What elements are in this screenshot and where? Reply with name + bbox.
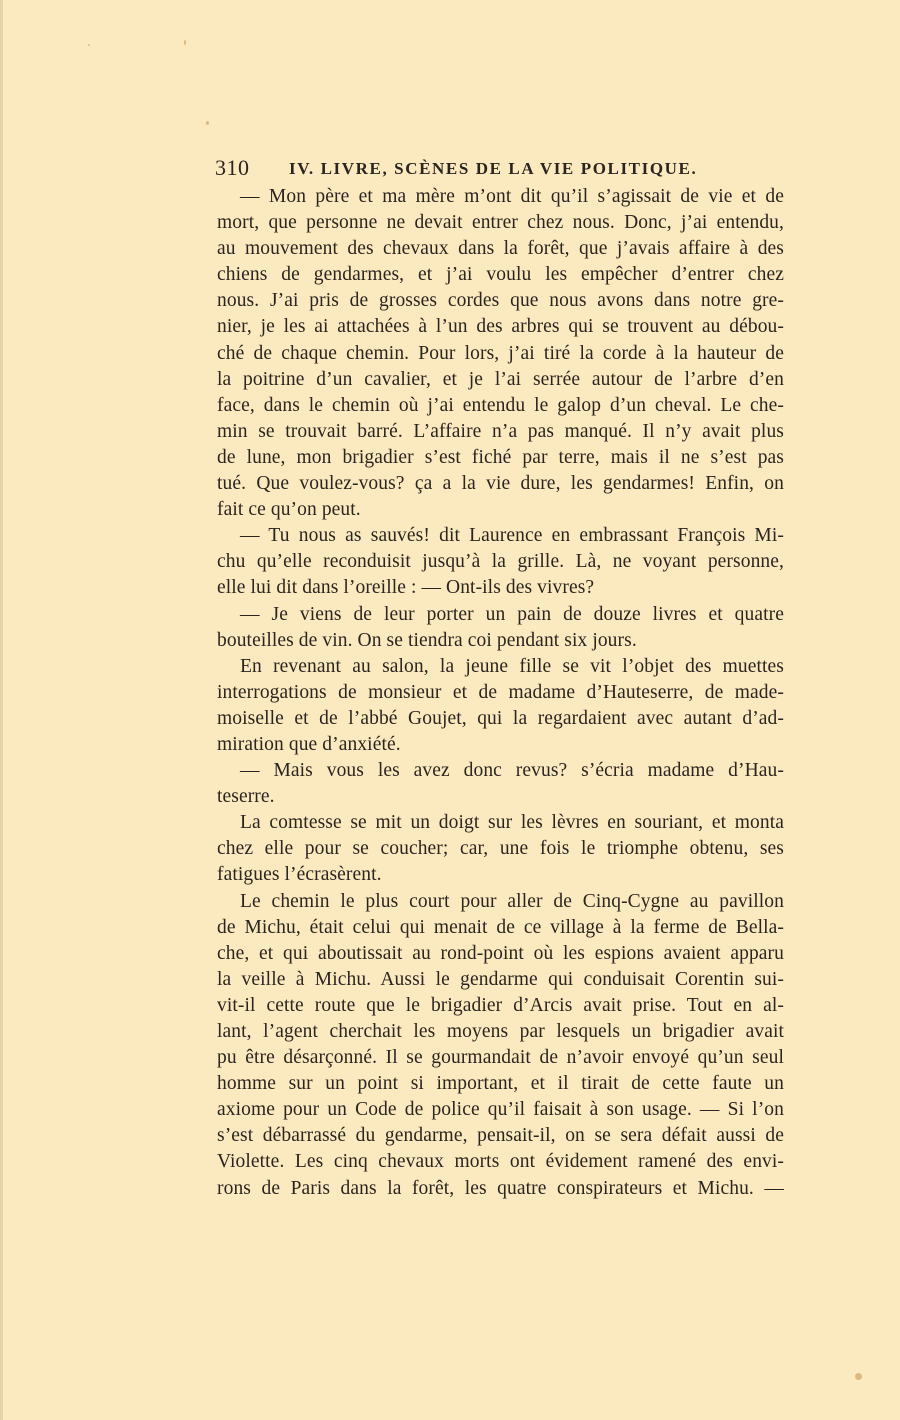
paragraph-first-line: — Tu nous as sauvés! dit Laurence en embrassant François Mi- [240, 525, 784, 547]
paragraph-first-line: — Je viens de leur porter un pain de douze livres et quatre [240, 603, 784, 625]
text-line: min se trouvait barré. L’affaire n’a pas manqué. Il n’y avait plus [217, 420, 784, 442]
text-line: chu qu’elle reconduisit jusqu’à la grille. Là, ne voyant personne, [217, 551, 784, 573]
text-line: axiome pour un Code de police qu’il faisait à son usage. — Si l’on [217, 1099, 784, 1121]
paper-speck [88, 44, 90, 46]
text-line: elle lui dit dans l’oreille : — Ont-ils des vivres? [217, 577, 595, 599]
paper-speck [184, 40, 186, 45]
text-line: Violette. Les cinq chevaux morts ont évidement ramené des envi- [217, 1151, 784, 1173]
text-line: homme sur un point si important, et il tirait de cette faute un [217, 1073, 784, 1095]
text-line: pu être désarçonné. Il se gourmandait de n’avoir envoyé qu’un seul [217, 1047, 784, 1069]
text-line: fait ce qu’on peut. [217, 499, 361, 521]
text-line: de Michu, était celui qui menait de ce village à la ferme de Bella- [217, 916, 784, 938]
text-line: mort, que personne ne devait entrer chez nous. Donc, j’ai entendu, [217, 212, 784, 234]
running-header [215, 155, 785, 181]
text-line: ché de chaque chemin. Pour lors, j’ai tiré la corde à la hauteur de [217, 342, 784, 364]
paragraph-first-line: — Mon père et ma mère m’ont dit qu’il s’agissait de vie et de [240, 186, 784, 207]
text-line: lant, l’agent cherchait les moyens par lesquels un brigadier avait [217, 1021, 784, 1042]
text-line: tué. Que voulez-vous? ça a la vie dure, les gendarmes! Enfin, on [217, 473, 784, 495]
text-line: face, dans le chemin où j’ai entendu le galop d’un cheval. Le che- [217, 394, 784, 416]
text-line: chez elle pour se coucher; car, une fois le triomphe obtenu, ses [217, 838, 784, 860]
page-edge [0, 0, 3, 1420]
text-line: au mouvement des chevaux dans la forêt, que j’avais affaire à des [217, 238, 784, 260]
body-text [217, 184, 784, 1202]
text-line: che, et qui aboutissait au rond-point où les espions avaient apparu [217, 942, 784, 964]
text-line: la veille à Michu. Aussi le gendarme qui conduisait Corentin sui- [217, 968, 784, 990]
text-line: interrogations de monsieur et de madame d’Hauteserre, de made- [217, 681, 784, 703]
paragraph-first-line: Le chemin le plus court pour aller de Cinq-Cygne au pavillon [240, 890, 784, 912]
text-line: vit-il cette route que le brigadier d’Arcis avait prise. Tout en al- [217, 994, 784, 1016]
paper-speck [855, 1373, 862, 1380]
text-line: chiens de gendarmes, et j’ai voulu les empêcher d’entrer chez [217, 264, 784, 286]
paragraph-first-line: — Mais vous les avez donc revus? s’écria madame d’Hau- [240, 760, 784, 782]
page-number: 310 [215, 155, 250, 180]
text-line: miration que d’anxiété. [217, 733, 401, 755]
text-line: de lune, mon brigadier s’est fiché par terre, mais il ne s’est pas [217, 446, 784, 468]
text-line: nier, je les ai attachées à l’un des arbres qui se trouvent au débou- [217, 316, 784, 338]
text-line: fatigues l’écrasèrent. [217, 864, 382, 886]
paragraph-first-line: En revenant au salon, la jeune fille se vit l’objet des muettes [240, 655, 784, 677]
paragraph-first-line: La comtesse se mit un doigt sur les lèvres en souriant, et monta [240, 812, 784, 834]
text-line: bouteilles de vin. On se tiendra coi pendant six jours. [217, 629, 637, 651]
text-line: la poitrine d’un cavalier, et je l’ai serrée autour de l’arbre d’en [217, 368, 784, 390]
text-line: teserre. [217, 786, 275, 808]
paper-speck [206, 121, 209, 125]
text-line: rons de Paris dans la forêt, les quatre conspirateurs et Michu. — [217, 1177, 784, 1199]
text-line: moiselle et de l’abbé Goujet, qui la regardaient avec autant d’ad- [217, 707, 784, 729]
text-line: nous. J’ai pris de grosses cordes que nous avons dans notre gre- [217, 290, 784, 312]
text-line: s’est débarrassé du gendarme, pensait-il, on se sera défait aussi de [217, 1125, 784, 1147]
running-title: IV. LIVRE, SCÈNES DE LA VIE POLITIQUE. [289, 159, 698, 178]
